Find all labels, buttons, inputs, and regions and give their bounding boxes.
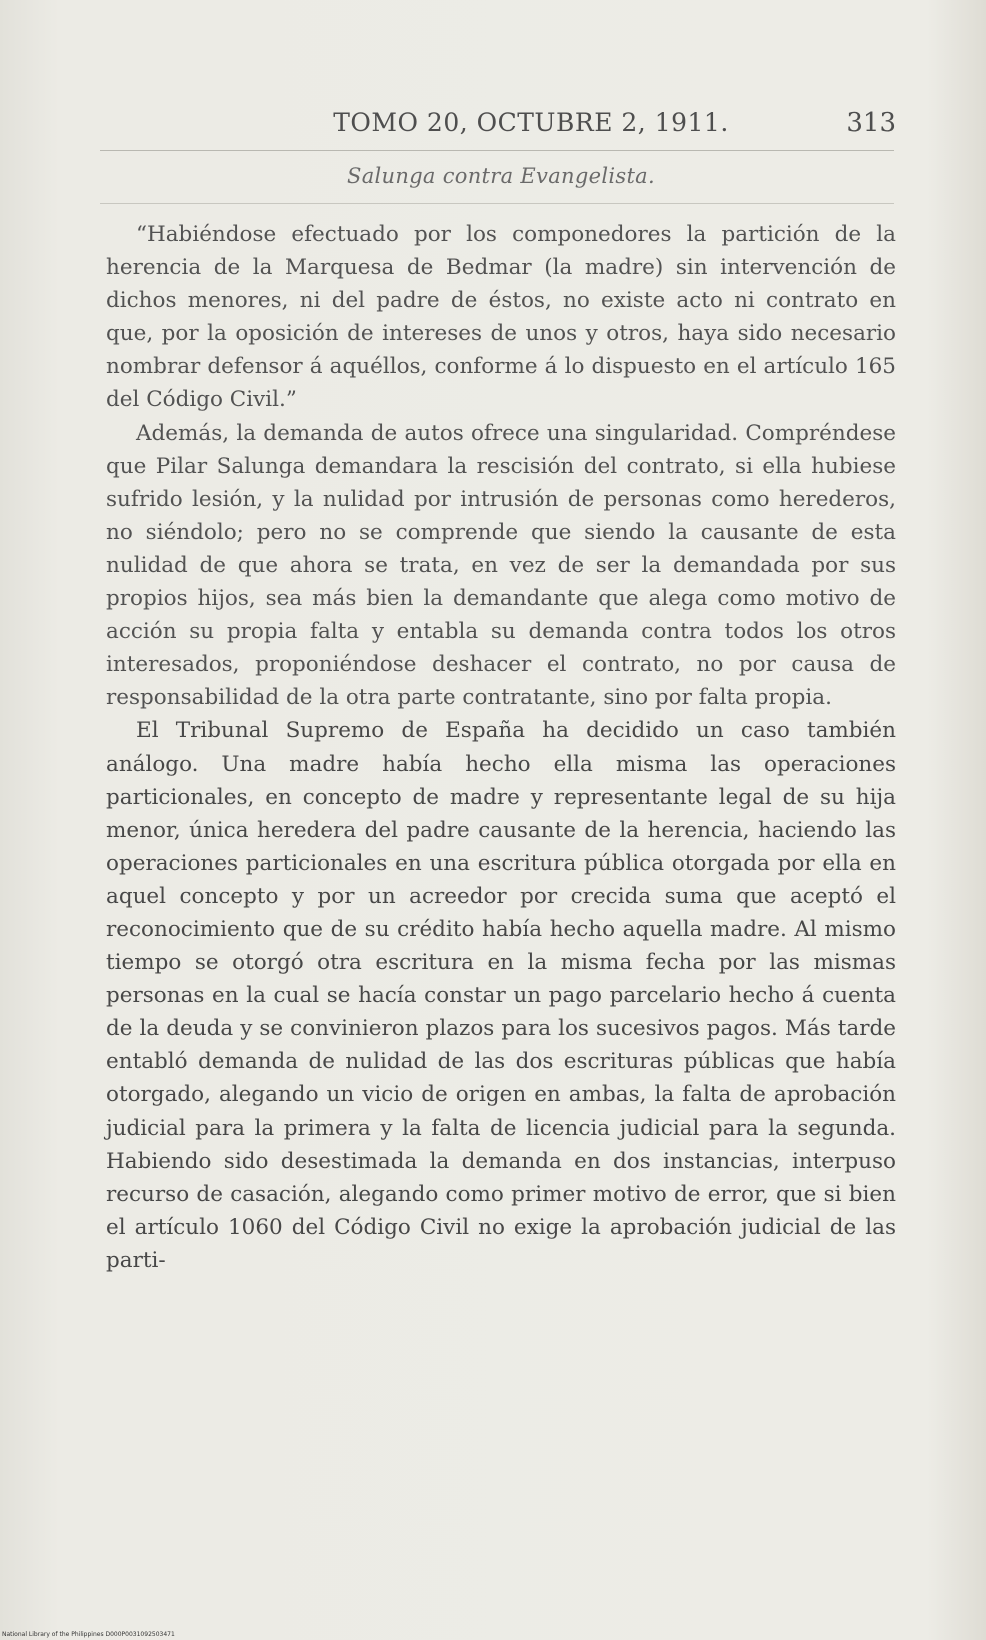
paragraph-quote: “Habiéndose efectuado por los componedores la partición de la herencia de la Marquesa de Bedmar (la madre) sin intervención de dichos menores, ni del padre de éstos, no existe acto ni contrato en que, por la oposición de intereses de unos y otros, haya sido necesario nombrar defensor á aquéllos, conforme á lo dispuesto en el artículo 165 del Código Civil.” (106, 222, 896, 413)
scan-credit: National Library of the Philippines D000P0031092503471 (2, 1631, 175, 1638)
title-rule (100, 203, 894, 204)
page-header (106, 104, 896, 148)
header-rule (100, 150, 894, 151)
paragraph-tribunal: El Tribunal Supremo de España ha decidido un caso también análogo. Una madre había hecho ella misma las operaciones particionales, en concepto de madre y representante legal de su hija menor, única heredera del padre causante de la herencia, haciendo las operaciones particionales en una escritura pública otorgada por ella en aquel concepto y por un acreedor por crecida suma que aceptó el reconocimiento que de su crédito había hecho aquella madre. Al mismo tiempo se otorgó otra escritura en la misma fecha por las mismas personas en la cual se hacía constar un pago parcelario hecho á cuenta de la deuda y se convinieron plazos para los sucesivos pagos. Más tarde entabló demanda de nulidad de las dos escrituras públicas que había otorgado, alegando un vicio de origen en ambas, la falta de aprobación judicial para la primera y la falta de licencia judicial para la segunda. Habiendo sido desestimada la demanda en dos instancias, interpuso recurso de casación, alegando como primer motivo de error, que si bien el artículo 1060 del Código Civil no exige la aprobación judicial de las parti- (106, 718, 896, 1273)
body-text (106, 218, 896, 1277)
paragraph-singularity: Además, la demanda de autos ofrece una singularidad. Compréndese que Pilar Salunga demandara la rescisión del contrato, si ella hubiese sufrido lesión, y la nulidad por intrusión de personas como herederos, no siéndolo; pero no se comprende que siendo la causante de esta nulidad de que ahora se trata, en vez de ser la demandada por sus propios hijos, sea más bien la demandante que alega como motivo de acción su propia falta y entabla su demanda contra todos los otros interesados, proponiéndose deshacer el contrato, no por causa de responsabilidad de la otra parte contratante, sino por falta propia. (106, 420, 896, 711)
running-head: TOMO 20, OCTUBRE 2, 1911. (333, 108, 729, 137)
case-title: Salunga contra Evangelista. (347, 164, 655, 188)
page-number: 313 (846, 108, 896, 138)
